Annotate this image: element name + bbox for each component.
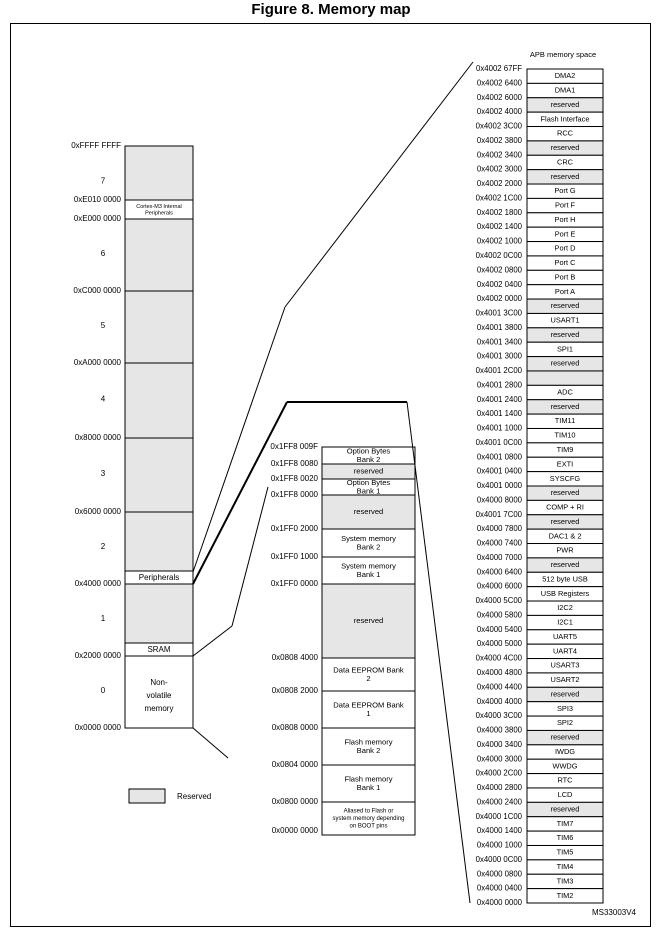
connector-apb-bottom-3: [407, 402, 470, 903]
region-number: 0: [100, 686, 106, 696]
apb-address: 0x4001 1000: [476, 423, 522, 433]
apb-address: 0x4000 7000: [476, 552, 522, 562]
apb-address: 0x4000 1C00: [475, 811, 522, 821]
apb-address: 0x4002 1000: [476, 236, 522, 246]
apb-block-label: UART4: [552, 646, 578, 656]
apb-address: 0x4002 1C00: [475, 193, 522, 203]
apb-block-label: USART1: [550, 315, 580, 325]
apb-address: 0x4000 6000: [476, 581, 522, 591]
apb-block-label: TIM2: [556, 890, 574, 900]
apb-address: 0x4000 5800: [476, 610, 522, 620]
apb-address: 0x4002 0000: [476, 294, 522, 304]
apb-address: 0x4000 3C00: [475, 711, 522, 721]
apb-block-label: reserved: [550, 143, 580, 153]
region-number: 6: [100, 249, 106, 259]
apb-address: 0x4000 7400: [476, 538, 522, 548]
code-block-label: System memory Bank 2: [341, 533, 396, 552]
apb-address: 0x4002 3800: [476, 135, 522, 145]
apb-address: 0x4001 2800: [476, 380, 522, 390]
region-number: 2: [100, 542, 106, 552]
code-address: 0x1FF8 0020: [270, 474, 318, 484]
main-addr-top: 0xFFFF FFFF: [71, 141, 121, 151]
apb-address: 0x4001 2C00: [475, 366, 522, 376]
apb-address-top: 0x4002 67FF: [476, 64, 522, 74]
region-start-address: 0x6000 0000: [74, 507, 121, 517]
apb-block-label: reserved: [550, 732, 580, 742]
code-block-label: Option Bytes Bank 2: [346, 446, 391, 464]
apb-address: 0x4000 1400: [476, 826, 522, 836]
apb-address: 0x4001 3400: [476, 337, 522, 347]
apb-address: 0x4001 2400: [476, 394, 522, 404]
apb-block-label: TIM4: [556, 862, 574, 872]
apb-block-label: TIM10: [554, 430, 576, 440]
code-block-label: System memory Bank 1: [341, 561, 396, 579]
apb-block-label: TIM3: [556, 876, 574, 886]
apb-block: [527, 371, 603, 385]
code-block-label: reserved: [353, 466, 384, 476]
apb-address: 0x4000 0000: [476, 898, 522, 908]
region-6-block: [125, 219, 193, 291]
apb-address: 0x4001 3C00: [475, 308, 522, 318]
apb-address: 0x4001 3000: [476, 351, 522, 361]
apb-block-label: Port G: [554, 186, 576, 196]
region-number: 5: [100, 321, 106, 331]
region-start-address: 0xC000 0000: [73, 286, 121, 296]
code-address: 0x1FF8 0000: [270, 490, 318, 500]
apb-block-label: Port D: [554, 243, 576, 253]
apb-block-label: reserved: [550, 488, 580, 498]
code-block-label: Data EEPROM Bank 2: [333, 665, 404, 683]
code-address: 0x1FF0 0000: [270, 579, 318, 589]
code-address: 0x0808 2000: [271, 686, 318, 696]
apb-block-label: SPI2: [556, 718, 574, 728]
code-address-bottom: 0x0000 0000: [271, 826, 318, 836]
apb-block-label: Port E: [554, 229, 576, 239]
apb-block-label: Port H: [554, 214, 576, 224]
apb-address: 0x4001 3800: [476, 322, 522, 332]
apb-block-label: USB Registers: [540, 588, 590, 598]
apb-block-label: SYSCFG: [549, 473, 581, 483]
apb-address: 0x4000 8000: [476, 495, 522, 505]
apb-block-label: reserved: [550, 99, 580, 109]
apb-block-label: USART2: [550, 675, 580, 685]
apb-address: 0x4000 6400: [476, 567, 522, 577]
apb-block-label: UART5: [552, 631, 578, 641]
apb-block-label: CRC: [556, 157, 574, 167]
connector-apb-top-2: [285, 62, 473, 307]
apb-block-label: Port B: [554, 272, 576, 282]
region-3-block: [125, 438, 193, 512]
code-address: 0x0804 0000: [271, 760, 318, 770]
region-start-address: 0xE000 0000: [73, 214, 121, 224]
apb-block-label: Flash Interface: [540, 114, 590, 124]
apb-block-label: TIM9: [556, 445, 574, 455]
apb-address: 0x4000 4000: [476, 696, 522, 706]
apb-address: 0x4002 0800: [476, 265, 522, 275]
region-number: 7: [100, 176, 106, 186]
cortex-peripherals-label: Cortex-M3 Internal Peripherals: [136, 204, 182, 217]
apb-block-label: reserved: [550, 171, 580, 181]
region-start-address: 0x2000 0000: [74, 651, 121, 661]
apb-address: 0x4002 1800: [476, 207, 522, 217]
apb-block-label: TIM5: [556, 847, 574, 857]
apb-address: 0x4000 7800: [476, 524, 522, 534]
apb-address: 0x4000 2800: [476, 783, 522, 793]
apb-address: 0x4000 0400: [476, 883, 522, 893]
connector-code-top: [193, 626, 232, 656]
apb-address: 0x4002 2000: [476, 179, 522, 189]
apb-address: 0x4002 1400: [476, 222, 522, 232]
apb-block-label: RTC: [557, 775, 573, 785]
apb-title: APB memory space: [529, 49, 597, 59]
apb-address: 0x4000 5C00: [475, 596, 522, 606]
apb-block-label: DAC1 & 2: [548, 531, 582, 541]
legend-reserved-label: Reserved: [177, 792, 212, 802]
code-block-label: reserved: [353, 507, 384, 516]
apb-block-label: WWDG: [552, 761, 578, 771]
apb-block-label: reserved: [550, 358, 580, 368]
code-block-label: Aliased to Flash or system memory depending on BOOT pins: [332, 808, 405, 830]
region-number: 4: [100, 394, 106, 404]
apb-block-label: reserved: [550, 804, 580, 814]
main-addr-e010: 0xE010 0000: [73, 195, 121, 205]
apb-address: 0x4002 3C00: [475, 121, 522, 131]
apb-block-label: USART3: [550, 660, 580, 670]
apb-block-label: PWR: [556, 545, 574, 555]
apb-address: 0x4000 2C00: [475, 768, 522, 778]
apb-block-label: TIM11: [554, 416, 576, 426]
apb-address: 0x4002 3400: [476, 150, 522, 160]
code-address: 0x0808 4000: [271, 653, 318, 663]
peripherals-label: Peripherals: [138, 573, 180, 583]
apb-address: 0x4001 1400: [476, 409, 522, 419]
apb-block-label: reserved: [550, 560, 580, 570]
apb-block-label: reserved: [550, 401, 580, 411]
sram-label: SRAM: [147, 645, 171, 655]
region-5-block: [125, 291, 193, 363]
code-address: 0x1FF8 0080: [270, 459, 318, 469]
apb-block-label: COMP + RI: [546, 502, 584, 512]
apb-address: 0x4001 0C00: [475, 437, 522, 447]
apb-address: 0x4000 4800: [476, 667, 522, 677]
region-start-address: 0x8000 0000: [74, 433, 121, 443]
apb-block-label: RCC: [556, 128, 574, 138]
apb-block-label: TIM6: [556, 833, 574, 843]
apb-address: 0x4000 4400: [476, 682, 522, 692]
connector-code-bottom: [193, 728, 228, 758]
apb-block-label: Port C: [554, 258, 576, 268]
region-number: 3: [100, 469, 106, 479]
region-4-block: [125, 363, 193, 438]
apb-address: 0x4000 3800: [476, 725, 522, 735]
figure-title: Figure 8. Memory map: [251, 1, 411, 18]
apb-block-label: 512 byte USB: [542, 574, 588, 584]
apb-address: 0x4002 3000: [476, 164, 522, 174]
apb-block-label: reserved: [550, 301, 580, 311]
apb-block-label: SPI1: [556, 344, 574, 354]
apb-address: 0x4001 0000: [476, 481, 522, 491]
apb-address: 0x4000 4C00: [475, 653, 522, 663]
apb-block-label: Port F: [554, 200, 576, 210]
apb-address: 0x4000 5400: [476, 624, 522, 634]
region-number: 1: [100, 614, 106, 624]
code-block-label: Data EEPROM Bank 1: [333, 700, 404, 718]
apb-block-label: reserved: [550, 516, 580, 526]
apb-block-label: SPI3: [556, 703, 574, 713]
apb-address: 0x4002 6400: [476, 78, 522, 88]
code-address: 0x1FF8 009F: [270, 442, 318, 452]
code-address: 0x1FF0 1000: [270, 552, 318, 562]
code-block-label: Option Bytes Bank 1: [346, 477, 391, 496]
apb-address: 0x4002 0400: [476, 279, 522, 289]
apb-address: 0x4001 0800: [476, 452, 522, 462]
nvm-label: Non-volatile memory: [144, 678, 174, 714]
code-address: 0x1FF0 2000: [270, 524, 318, 534]
apb-block-label: TIM7: [556, 818, 574, 828]
figure-ref-code: MS33003V4: [591, 908, 636, 918]
apb-address: 0x4000 0800: [476, 869, 522, 879]
apb-block-label: Port A: [554, 286, 576, 296]
apb-block-label: reserved: [550, 689, 580, 699]
apb-block-label: reserved: [550, 329, 580, 339]
apb-block-label: I2C2: [557, 603, 573, 613]
apb-address: 0x4002 6000: [476, 92, 522, 102]
code-block-label: Flash memory Bank 2: [344, 737, 393, 755]
region-start-address: 0x4000 0000: [74, 579, 121, 589]
code-block-label: reserved: [353, 616, 384, 625]
apb-address: 0x4002 4000: [476, 107, 522, 117]
apb-block-label: DMA2: [554, 71, 576, 81]
apb-address: 0x4002 0C00: [475, 250, 522, 260]
code-block-label: Flash memory Bank 1: [344, 774, 393, 792]
apb-block-label: LCD: [557, 790, 573, 800]
apb-block-label: I2C1: [557, 617, 573, 627]
code-address: 0x0808 0000: [271, 723, 318, 733]
apb-address: 0x4000 3400: [476, 739, 522, 749]
apb-address: 0x4000 1000: [476, 840, 522, 850]
apb-block-label: ADC: [557, 387, 573, 397]
region-start-address: 0x0000 0000: [74, 723, 121, 733]
legend-reserved-swatch: [129, 789, 165, 803]
code-address: 0x0800 0000: [271, 797, 318, 807]
apb-block-label: DMA1: [554, 85, 576, 95]
apb-address: 0x4000 3000: [476, 754, 522, 764]
apb-block-label: EXTI: [556, 459, 574, 469]
region-start-address: 0xA000 0000: [73, 358, 121, 368]
apb-address: 0x4000 2400: [476, 797, 522, 807]
connector-code-top-2: [232, 487, 268, 626]
apb-address: 0x4000 5000: [476, 639, 522, 649]
apb-address: 0x4001 7C00: [475, 509, 522, 519]
apb-block-label: IWDG: [554, 746, 576, 756]
apb-address: 0x4001 0400: [476, 466, 522, 476]
apb-address: 0x4000 0C00: [475, 854, 522, 864]
